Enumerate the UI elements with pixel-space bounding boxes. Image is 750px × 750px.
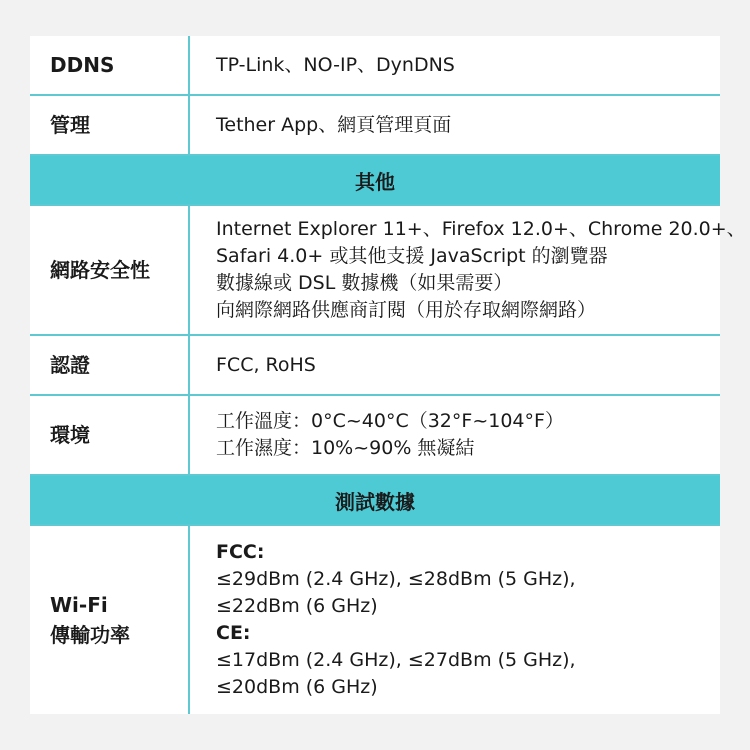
spec-value-management <box>190 96 720 154</box>
spec-value-wifi-power <box>190 526 720 714</box>
environment-line: 工作濕度：10%~90% 無凝結 <box>216 437 475 459</box>
spec-row-certification <box>30 336 720 396</box>
spec-value-ddns-text: TP-Link、NO-IP、DynDNS <box>216 53 455 76</box>
spec-label-management: 管理 <box>30 96 190 154</box>
environment-line: 工作溫度：0°C~40°C（32°F~104°F） <box>216 410 564 432</box>
fcc-heading: FCC: <box>216 541 265 563</box>
spec-label-ddns: DDNS <box>30 36 190 94</box>
spec-value-ddns <box>190 36 720 94</box>
ce-line: ≤20dBm (6 GHz) <box>216 676 378 698</box>
security-line: Internet Explorer 11+、Firefox 12.0+、Chrome 20.0+、 <box>216 218 746 240</box>
spec-table <box>30 36 746 714</box>
spec-row-wifi-power <box>30 526 720 714</box>
security-line: 向網際網路供應商訂閱（用於存取網際網路） <box>216 299 597 321</box>
section-header-test-data: 測試數據 <box>30 476 720 526</box>
spec-value-security <box>190 206 746 334</box>
certification-text: FCC, RoHS <box>216 353 316 376</box>
spec-value-certification <box>190 336 720 394</box>
spec-label-certification: 認證 <box>30 336 190 394</box>
spec-value-management-text: Tether App、網頁管理頁面 <box>216 113 452 136</box>
fcc-line: ≤29dBm (2.4 GHz), ≤28dBm (5 GHz), <box>216 568 576 590</box>
spec-row-management <box>30 96 720 156</box>
section-header-other: 其他 <box>30 156 720 206</box>
spec-label-wifi-power: Wi-Fi 傳輸功率 <box>30 526 190 714</box>
spec-row-security <box>30 206 746 336</box>
fcc-line: ≤22dBm (6 GHz) <box>216 595 378 617</box>
security-line: Safari 4.0+ 或其他支援 JavaScript 的瀏覽器 <box>216 245 608 267</box>
spec-label-environment: 環境 <box>30 396 190 474</box>
ce-line: ≤17dBm (2.4 GHz), ≤27dBm (5 GHz), <box>216 649 576 671</box>
spec-value-environment <box>190 396 720 474</box>
spec-label-security: 網路安全性 <box>30 206 190 334</box>
ce-heading: CE: <box>216 622 251 644</box>
spec-row-environment <box>30 396 720 476</box>
security-line: 數據線或 DSL 數據機（如果需要） <box>216 272 513 294</box>
spec-row-ddns <box>30 36 720 96</box>
